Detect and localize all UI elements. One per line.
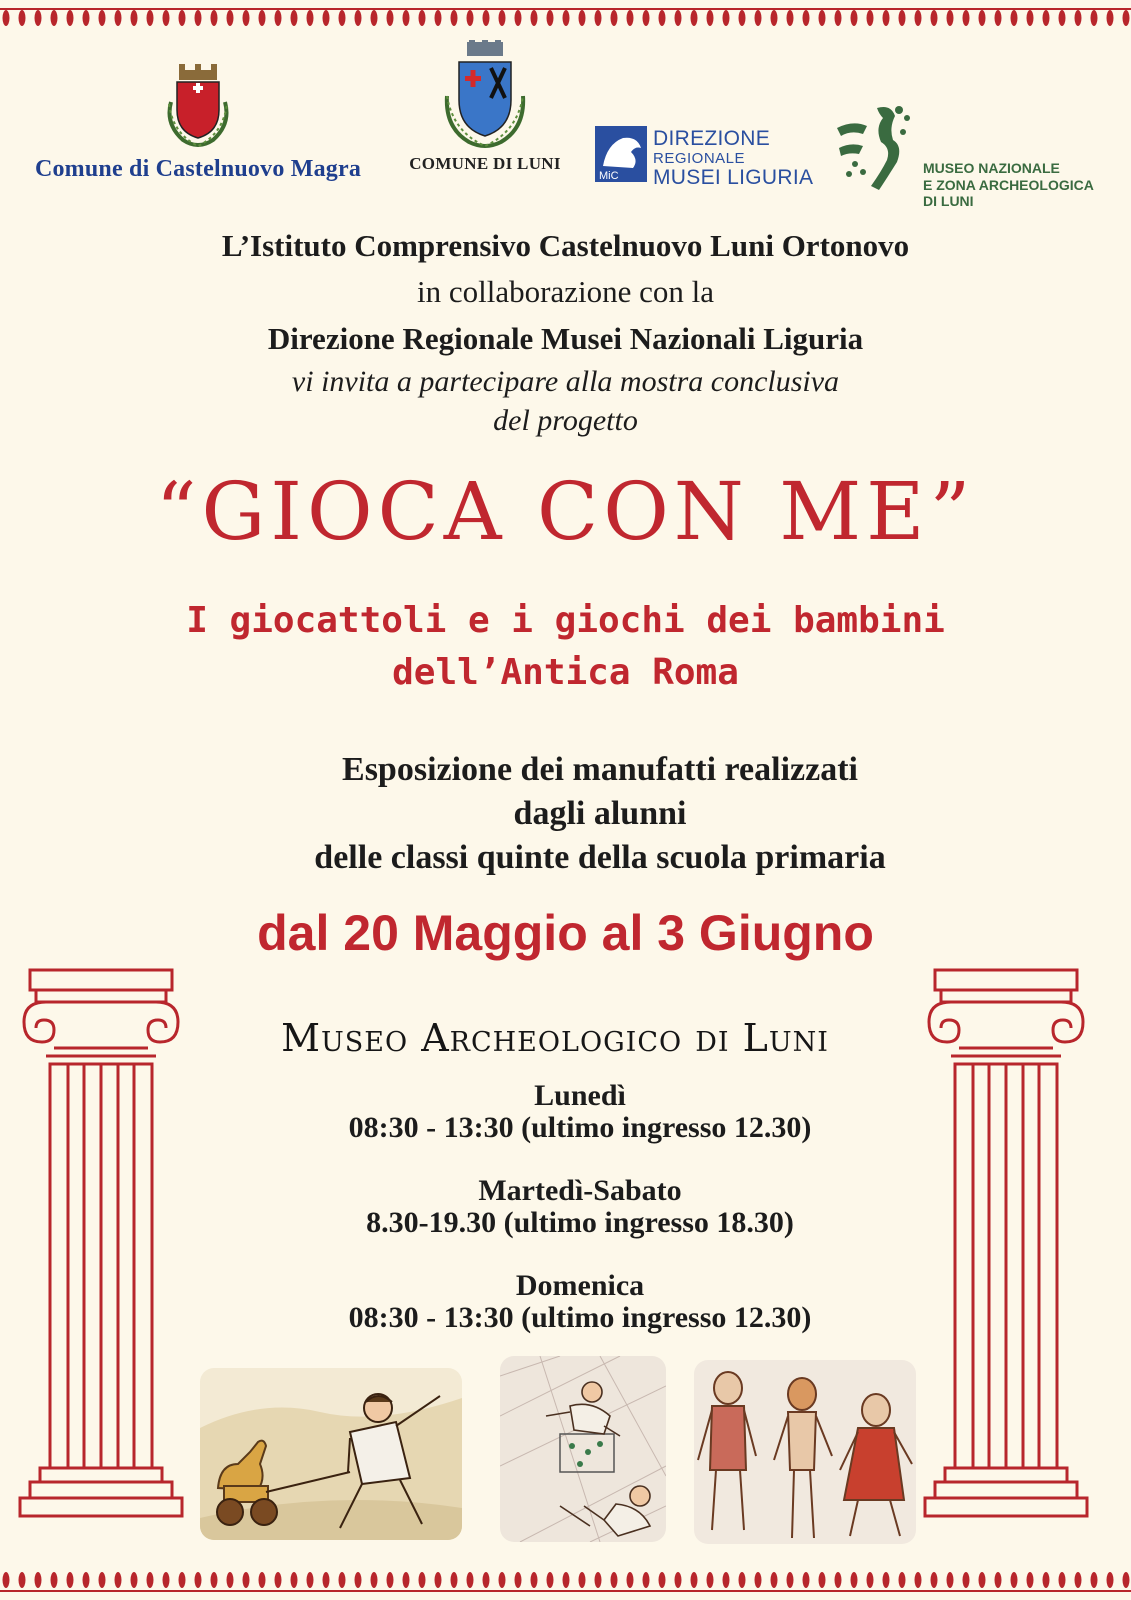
logo-direzione-regionale [595,126,825,189]
collaboration-text: in collaborazione con la [417,274,714,309]
direzione-badge-icon [595,126,647,182]
school-name: L’Istituto Comprensivo Castelnuovo Luni Ortonovo [221,228,910,263]
direzione-line2: REGIONALE [653,150,746,167]
exhibition-description [70,748,1130,880]
logo-luni [400,40,570,174]
ionic-column-left-icon [10,968,192,1548]
children-playing-game-illustration [500,1356,666,1542]
museo-nazionale-line2: E ZONA ARCHEOLOGICA [923,176,1094,193]
hours-block [200,1175,960,1239]
invitation-intro [0,224,1131,440]
ionic-column-right-icon [915,968,1097,1548]
exhibition-title: “GIOCA CON ME” [155,465,976,558]
logo-museo-nazionale [833,102,1123,210]
subtitle-line1: I giocattoli e i giochi dei bambini [186,600,945,641]
hours-time: 08:30 - 13:30 (ultimo ingresso 12.30) [348,1301,812,1334]
museo-nazionale-line3: DI LUNI [923,193,974,210]
direzione-line3: MUSEI LIGURIA [653,166,814,189]
hours-day: Lunedì [534,1079,626,1112]
exhibition-subtitle [0,595,1131,699]
project-text: del progetto [493,404,638,437]
venue-label: Museo Archeologico di Luni [281,1016,829,1060]
venue-name [195,1010,915,1066]
luni-label: COMUNE DI LUNI [409,154,561,173]
description-line2: dagli alunni [513,795,687,832]
hours-block [200,1080,960,1144]
description-line3: delle classi quinte della scuola primaria [314,839,886,876]
top-decorative-border [0,4,1131,30]
museo-mosaic-icon [833,102,921,194]
castelnuovo-label: Comune di Castelnuovo Magra [34,156,362,182]
logo-header [0,40,1131,210]
hours-block [200,1270,960,1334]
logo-castelnuovo [8,64,388,183]
hours-time: 08:30 - 13:30 (ultimo ingresso 12.30) [348,1111,812,1144]
opening-hours [200,1080,960,1365]
hours-time: 8.30-19.30 (ultimo ingresso 18.30) [366,1206,794,1239]
bottom-decorative-border [0,1568,1131,1594]
castelnuovo-crest-icon [161,64,235,150]
exhibition-dates: dal 20 Maggio al 3 Giugno [257,905,874,961]
description-line1: Esposizione dei manufatti realizzati [342,751,858,788]
invitation-text: vi invita a partecipare alla mostra conclusiva [291,365,840,398]
direzione-line1: DIREZIONE [653,127,771,150]
hours-day: Domenica [515,1269,645,1302]
subtitle-line2: dell’Antica Roma [392,652,739,693]
hours-day: Martedì-Sabato [478,1174,682,1207]
roman-dolls-illustration [694,1360,916,1544]
direzione-name: Direzione Regionale Musei Nazionali Liguria [267,321,864,356]
svg-text:MiC: MiC [599,170,619,182]
child-with-toy-horse-illustration [200,1368,462,1540]
museo-nazionale-line1: MUSEO NAZIONALE [923,160,1060,176]
luni-crest-icon [439,40,531,150]
